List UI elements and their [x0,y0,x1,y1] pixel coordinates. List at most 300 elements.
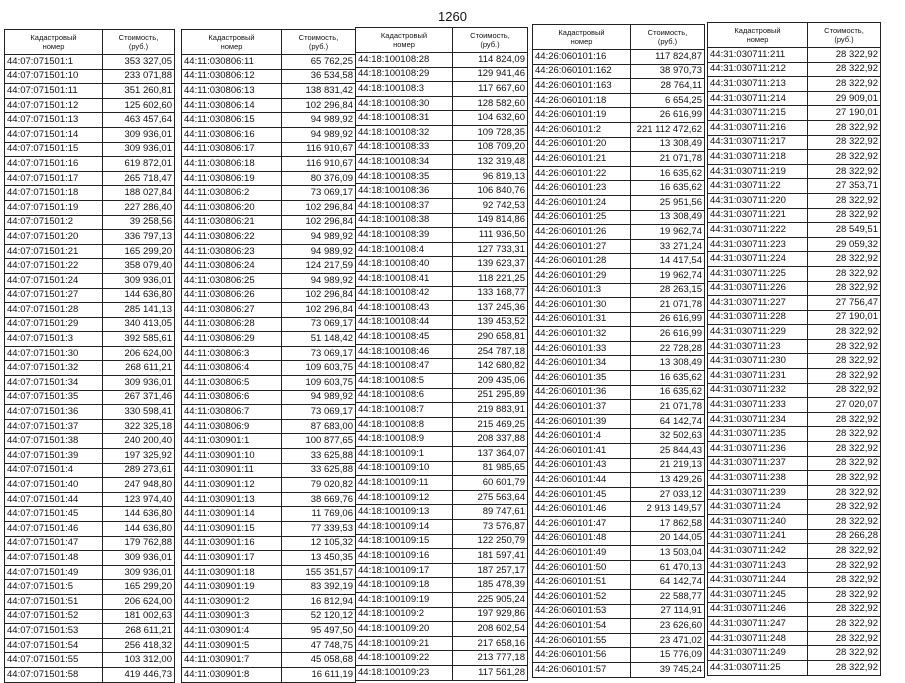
table-row [708,485,881,500]
cost-cell: 19 962,74 [631,268,705,283]
table-row [708,412,881,427]
cost-cell: 268 611,21 [103,361,175,376]
cadastral-number-cell: 44:26:060101:48 [533,531,631,546]
cadastral-number-cell: 44:11:030901:10 [182,449,282,464]
cost-cell: 12 105,32 [282,536,356,551]
table-row [182,332,356,347]
table-row [708,325,881,340]
cost-cell: 21 219,13 [631,458,705,473]
table-row [708,266,881,281]
table-row [708,91,881,106]
table-row [356,301,528,316]
cadastral-number-cell: 44:07:071501:45 [5,507,103,522]
cost-cell: 77 339,53 [282,522,356,537]
cost-cell: 419 446,73 [103,667,175,682]
cost-cell: 28 322,92 [808,660,881,675]
cadastral-number-cell: 44:07:071501:3 [5,332,103,347]
cadastral-number-cell: 44:11:030806:29 [182,332,282,347]
cadastral-number-cell: 44:18:100108:8 [356,417,453,432]
table-row [708,369,881,384]
cadastral-number-cell: 44:07:071501:15 [5,142,103,157]
cost-cell: 22 728,28 [631,341,705,356]
table-row [5,390,175,405]
table-row [708,296,881,311]
cadastral-number-cell: 44:31:030711:249 [708,646,808,661]
cost-cell: 155 351,57 [282,565,356,580]
table-row [708,558,881,573]
cadastral-number-cell: 44:18:100108:28 [356,53,453,68]
cadastral-number-cell: 44:18:100108:35 [356,169,453,184]
cost-cell: 92 742,53 [453,198,528,213]
table-row [356,169,528,184]
table-row [533,400,705,415]
cadastral-number-cell: 44:07:071501:19 [5,200,103,215]
cadastral-number-cell: 44:31:030711:212 [708,62,808,77]
cadastral-number-cell: 44:31:030711:228 [708,310,808,325]
cadastral-number-cell: 44:11:030901:18 [182,565,282,580]
table-row [708,252,881,267]
cadastral-number-cell: 44:26:060101:20 [533,137,631,152]
table-row [5,317,175,332]
cadastral-number-cell: 44:11:030806:9 [182,419,282,434]
table-row [356,140,528,155]
cost-cell: 28 322,92 [808,325,881,340]
table-row [356,125,528,140]
cost-cell: 13 308,49 [631,356,705,371]
table-row [708,135,881,150]
cadastral-number-cell: 44:31:030711:214 [708,91,808,106]
cadastral-number-cell: 44:07:071501:14 [5,127,103,142]
cost-cell: 28 322,92 [808,617,881,632]
table-row [533,268,705,283]
table-row [182,565,356,580]
cadastral-number-cell: 44:07:071501:17 [5,171,103,186]
table-row [533,239,705,254]
cadastral-number-cell: 44:18:100108:31 [356,111,453,126]
table-row [182,522,356,537]
cadastral-number-cell: 44:07:071501:52 [5,609,103,624]
table-row [182,186,356,201]
table-row [5,142,175,157]
table-row [708,529,881,544]
cost-cell: 16 635,62 [631,181,705,196]
table-row [5,638,175,653]
cadastral-number-cell: 44:26:060101:39 [533,414,631,429]
cost-cell: 28 263,15 [631,283,705,298]
cadastral-number-cell: 44:31:030711:237 [708,456,808,471]
cost-cell: 28 322,92 [808,646,881,661]
table-row [533,166,705,181]
cadastral-number-cell: 44:31:030711:235 [708,427,808,442]
table-row [533,79,705,94]
cadastral-number-cell: 44:11:030806:7 [182,405,282,420]
cost-cell: 122 250,79 [453,534,528,549]
table-row [182,580,356,595]
cost-cell: 94 989,92 [282,244,356,259]
cost-cell: 29 059,32 [808,237,881,252]
cadastral-number-cell: 44:31:030711:223 [708,237,808,252]
cadastral-table-2 [181,29,356,683]
cost-cell: 209 435,06 [453,374,528,389]
column-header-cadastral-number: Кадастровый номер [5,30,103,55]
cost-cell: 225 905,24 [453,592,528,607]
cost-cell: 129 941,46 [453,67,528,82]
cadastral-number-cell: 44:07:071501:51 [5,594,103,609]
table-row [356,82,528,97]
cost-cell: 26 616,99 [631,108,705,123]
cost-cell: 19 962,74 [631,225,705,240]
cadastral-number-cell: 44:07:071501:35 [5,390,103,405]
table-row [533,312,705,327]
table-row [5,580,175,595]
table-row [533,414,705,429]
table-row [5,405,175,420]
cadastral-number-cell: 44:26:060101:57 [533,662,631,677]
cost-cell: 45 058,68 [282,653,356,668]
table-row [356,592,528,607]
cadastral-number-cell: 44:07:071501:21 [5,244,103,259]
cadastral-number-cell: 44:18:100109:1 [356,447,453,462]
cost-cell: 133 168,77 [453,286,528,301]
cadastral-number-cell: 44:11:030901:5 [182,638,282,653]
table-row [182,551,356,566]
cost-cell: 117 561,28 [453,665,528,680]
table-row [533,108,705,123]
table-row [533,487,705,502]
table-row [356,359,528,374]
table-row [708,120,881,135]
cadastral-number-cell: 44:07:071501:44 [5,492,103,507]
cost-cell: 28 322,92 [808,587,881,602]
cost-cell: 144 636,80 [103,507,175,522]
cost-cell: 21 071,78 [631,152,705,167]
table-row [356,432,528,447]
cost-cell: 39 258,56 [103,215,175,230]
cost-cell: 20 144,05 [631,531,705,546]
table-row [533,517,705,532]
cost-cell: 165 299,20 [103,580,175,595]
cadastral-number-cell: 44:07:071501:40 [5,478,103,493]
table-row [356,155,528,170]
table-row [533,385,705,400]
cost-cell: 28 549,51 [808,223,881,238]
table-row [533,298,705,313]
cadastral-number-cell: 44:31:030711:220 [708,193,808,208]
table-row [708,354,881,369]
cost-cell: 28 322,92 [808,354,881,369]
table-row [5,113,175,128]
cadastral-number-cell: 44:26:060101:4 [533,429,631,444]
cost-cell: 28 322,92 [808,150,881,165]
table-row [182,230,356,245]
table-row [5,84,175,99]
cadastral-number-cell: 44:11:030806:12 [182,69,282,84]
cost-cell: 268 611,21 [103,624,175,639]
cost-cell: 116 910,67 [282,157,356,172]
table-row [5,273,175,288]
table-row [708,281,881,296]
table-row [5,609,175,624]
cadastral-number-cell: 44:11:030901:17 [182,551,282,566]
cadastral-number-cell: 44:07:071501:55 [5,653,103,668]
cost-cell: 358 079,40 [103,259,175,274]
cost-cell: 104 632,60 [453,111,528,126]
cadastral-number-cell: 44:26:060101:2 [533,122,631,137]
table-row [182,507,356,522]
cadastral-number-cell: 44:18:100108:40 [356,257,453,272]
cadastral-number-cell: 44:26:060101:26 [533,225,631,240]
cost-cell: 16 812,94 [282,594,356,609]
cadastral-number-cell: 44:26:060101:54 [533,619,631,634]
table-row [5,624,175,639]
cost-cell: 285 141,13 [103,303,175,318]
cost-cell: 28 322,92 [808,485,881,500]
cadastral-number-cell: 44:31:030711:219 [708,164,808,179]
cost-cell: 16 611,19 [282,667,356,682]
cadastral-number-cell: 44:07:071501:58 [5,667,103,682]
cadastral-number-cell: 44:18:100108:6 [356,388,453,403]
cadastral-number-cell: 44:18:100109:21 [356,636,453,651]
cadastral-number-cell: 44:31:030711:225 [708,266,808,281]
cadastral-number-cell: 44:31:030711:239 [708,485,808,500]
cost-cell: 17 862,58 [631,517,705,532]
cost-cell: 124 217,59 [282,259,356,274]
table-row [533,64,705,79]
cadastral-number-cell: 44:11:030806:16 [182,127,282,142]
cadastral-number-cell: 44:31:030711:216 [708,120,808,135]
table-row [356,490,528,505]
table-row [708,310,881,325]
cost-cell: 16 635,62 [631,385,705,400]
cost-cell: 29 909,01 [808,91,881,106]
cost-cell: 128 582,60 [453,96,528,111]
cost-cell: 80 376,09 [282,171,356,186]
cost-cell: 38 970,73 [631,64,705,79]
table-row [5,667,175,682]
table-row [533,648,705,663]
cost-cell: 6 654,25 [631,93,705,108]
cost-cell: 240 200,40 [103,434,175,449]
table-row [708,646,881,661]
cost-cell: 336 797,13 [103,230,175,245]
cadastral-number-cell: 44:11:030901:4 [182,624,282,639]
cadastral-number-cell: 44:26:060101:33 [533,341,631,356]
cost-cell: 65 762,25 [282,55,356,70]
cost-cell: 28 322,92 [808,135,881,150]
cost-cell: 265 718,47 [103,171,175,186]
cost-cell: 256 418,32 [103,638,175,653]
table-row [533,152,705,167]
cost-cell: 28 322,92 [808,471,881,486]
table-row [5,419,175,434]
cost-cell: 27 756,47 [808,296,881,311]
cadastral-number-cell: 44:11:030806:23 [182,244,282,259]
cost-cell: 36 534,58 [282,69,356,84]
table-row [533,458,705,473]
cost-cell: 114 824,09 [453,53,528,68]
cost-cell: 102 296,84 [282,215,356,230]
cost-cell: 28 322,92 [808,412,881,427]
cost-cell: 309 936,01 [103,565,175,580]
cost-cell: 28 322,92 [808,281,881,296]
cost-cell: 208 337,88 [453,432,528,447]
cadastral-number-cell: 44:26:060101:45 [533,487,631,502]
table-row [356,388,528,403]
cadastral-number-cell: 44:31:030711:246 [708,602,808,617]
table-row [533,225,705,240]
cost-cell: 149 814,86 [453,213,528,228]
cost-cell: 117 824,87 [631,50,705,65]
table-row [533,604,705,619]
table-row [708,515,881,530]
cost-cell: 127 733,31 [453,242,528,257]
column-header-cadastral-number: Кадастровый номер [356,28,453,53]
cadastral-number-cell: 44:18:100109:19 [356,592,453,607]
table-row [356,578,528,593]
table-row [708,193,881,208]
cadastral-number-cell: 44:07:071501:5 [5,580,103,595]
cost-cell: 109 728,35 [453,125,528,140]
cadastral-number-cell: 44:26:060101:47 [533,517,631,532]
cost-cell: 38 669,76 [282,492,356,507]
table-row [356,315,528,330]
cost-cell: 181 597,41 [453,549,528,564]
cost-cell: 26 616,99 [631,327,705,342]
table-row [708,208,881,223]
cadastral-number-cell: 44:26:060101:32 [533,327,631,342]
column-header-cadastral-number: Кадастровый номер [533,25,631,50]
cost-cell: 102 296,84 [282,288,356,303]
cost-cell: 247 948,80 [103,478,175,493]
table-row [5,259,175,274]
cadastral-number-cell: 44:26:060101:35 [533,371,631,386]
cost-cell: 28 322,92 [808,631,881,646]
cadastral-number-cell: 44:18:100108:32 [356,125,453,140]
cost-cell: 64 142,74 [631,414,705,429]
cost-cell: 215 469,25 [453,417,528,432]
table-row [356,242,528,257]
table-row [5,303,175,318]
column-header-cost: Стоимость, (руб.) [103,30,175,55]
table-row [708,339,881,354]
cadastral-number-cell: 44:11:030806:13 [182,84,282,99]
table-row [182,171,356,186]
cadastral-number-cell: 44:31:030711:215 [708,106,808,121]
cost-cell: 309 936,01 [103,376,175,391]
table-row [182,405,356,420]
cadastral-number-cell: 44:31:030711:222 [708,223,808,238]
cost-cell: 28 322,92 [808,383,881,398]
table-row [356,330,528,345]
cost-cell: 13 308,49 [631,210,705,225]
table-row [5,98,175,113]
table-row [533,50,705,65]
cost-cell: 79 020,82 [282,478,356,493]
cadastral-number-cell: 44:11:030901:13 [182,492,282,507]
cadastral-number-cell: 44:07:071501:1 [5,55,103,70]
cadastral-number-cell: 44:18:100109:16 [356,549,453,564]
cost-cell: 109 603,75 [282,376,356,391]
table-row [708,660,881,675]
cost-cell: 132 319,48 [453,155,528,170]
table-row [356,53,528,68]
table-row [5,69,175,84]
table-row [5,594,175,609]
cadastral-number-cell: 44:31:030711:238 [708,471,808,486]
cadastral-number-cell: 44:11:030901:8 [182,667,282,682]
cadastral-number-cell: 44:07:071501:16 [5,157,103,172]
cadastral-number-cell: 44:11:030901:14 [182,507,282,522]
table-row [182,98,356,113]
cadastral-number-cell: 44:07:071501:18 [5,186,103,201]
cost-cell: 340 413,05 [103,317,175,332]
table-row [182,419,356,434]
cadastral-number-cell: 44:26:060101:29 [533,268,631,283]
table-row [708,602,881,617]
table-row [5,171,175,186]
cadastral-number-cell: 44:11:030806:20 [182,200,282,215]
cadastral-table-1 [4,29,175,683]
table-row [533,662,705,677]
cost-cell: 11 769,06 [282,507,356,522]
cadastral-number-cell: 44:26:060101:28 [533,254,631,269]
cadastral-number-cell: 44:31:030711:25 [708,660,808,675]
cost-cell: 254 787,18 [453,344,528,359]
table-row [708,62,881,77]
cost-cell: 94 989,92 [282,273,356,288]
cost-cell: 89 747,61 [453,505,528,520]
cost-cell: 144 636,80 [103,288,175,303]
cost-cell: 221 112 472,62 [631,122,705,137]
table-row [182,113,356,128]
cost-cell: 73 069,17 [282,186,356,201]
table-row [5,653,175,668]
cost-cell: 27 353,71 [808,179,881,194]
cadastral-number-cell: 44:07:071501:24 [5,273,103,288]
table-row [182,536,356,551]
table-row [533,327,705,342]
cost-cell: 138 831,42 [282,84,356,99]
table-row [708,500,881,515]
cost-cell: 28 322,92 [808,602,881,617]
cadastral-number-cell: 44:07:071501:49 [5,565,103,580]
table-row [182,390,356,405]
cost-cell: 28 322,92 [808,252,881,267]
cost-cell: 619 872,01 [103,157,175,172]
table-row [356,665,528,680]
table-row [533,210,705,225]
table-row [708,544,881,559]
cadastral-number-cell: 44:31:030711:248 [708,631,808,646]
table-row [708,471,881,486]
cadastral-table-5 [707,22,881,676]
table-row [356,286,528,301]
cadastral-number-cell: 44:18:100109:13 [356,505,453,520]
cadastral-number-cell: 44:11:030806:25 [182,273,282,288]
cadastral-number-cell: 44:31:030711:221 [708,208,808,223]
table-row [356,417,528,432]
table-row [356,549,528,564]
table-row [182,376,356,391]
cost-cell: 267 371,46 [103,390,175,405]
table-row [5,288,175,303]
cadastral-number-cell: 44:07:071501:30 [5,346,103,361]
table-row [5,361,175,376]
cost-cell: 139 453,52 [453,315,528,330]
cost-cell: 117 667,60 [453,82,528,97]
cost-cell: 197 325,92 [103,449,175,464]
cadastral-number-cell: 44:26:060101:37 [533,400,631,415]
